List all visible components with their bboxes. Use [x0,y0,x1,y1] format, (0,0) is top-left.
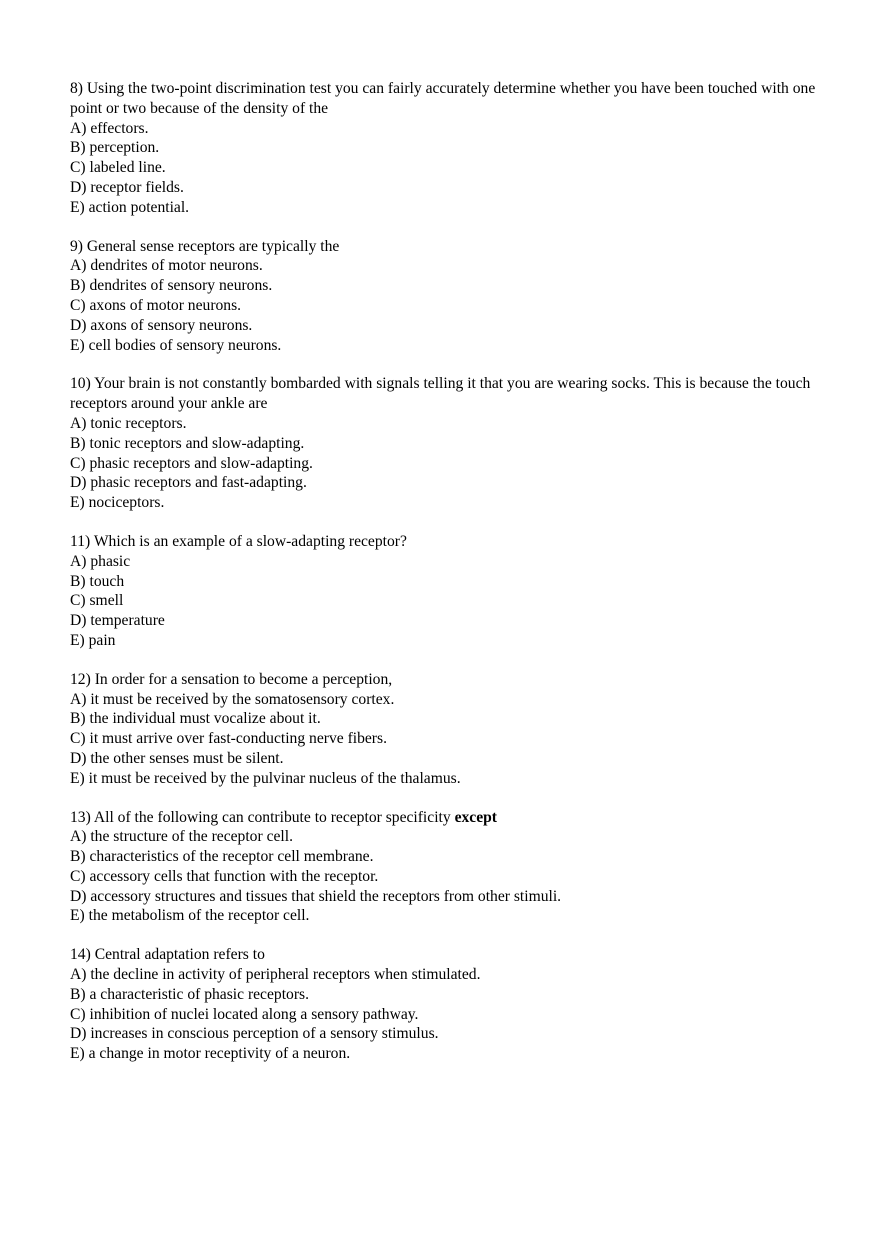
answer-option-b: B) touch [70,572,125,590]
question-14 [70,945,830,1064]
question-text: All of the following can contribute to receptor specificity [93,808,451,826]
answer-option-c: C) labeled line. [70,159,166,177]
answer-option-a: A) dendrites of motor neurons. [70,257,263,275]
answer-option-d: D) the other senses must be silent. [70,749,284,767]
answer-option-b: B) a characteristic of phasic receptors. [70,985,309,1003]
question-text: Which is an example of a slow-adapting receptor? [93,532,407,550]
question-stem [70,237,830,257]
answer-option-c: C) inhibition of nuclei located along a sensory pathway. [70,1005,419,1023]
answer-option-b: B) dendrites of sensory neurons. [70,277,273,295]
answer-option-e: E) a change in motor receptivity of a neuron. [70,1045,351,1063]
answer-option-e: E) action potential. [70,198,190,216]
question-number: 13) [70,808,91,826]
answer-option-c: C) axons of motor neurons. [70,296,242,314]
question-stem [70,945,830,965]
answer-option-b: B) perception. [70,139,160,157]
answer-option-e: E) the metabolism of the receptor cell. [70,907,310,925]
answer-option-b: B) the individual must vocalize about it. [70,710,321,728]
answer-option-d: D) increases in conscious perception of a sensory stimulus. [70,1025,439,1043]
question-text: In order for a sensation to become a perception, [94,670,393,688]
answer-option-a: A) tonic receptors. [70,414,187,432]
answer-option-d: D) axons of sensory neurons. [70,316,253,334]
answer-option-e: E) nociceptors. [70,494,165,512]
question-stem [70,374,830,414]
question-11 [70,532,830,651]
answer-option-e: E) it must be received by the pulvinar nucleus of the thalamus. [70,769,461,787]
question-text: General sense receptors are typically the [86,237,340,255]
answer-option-d: D) receptor fields. [70,178,184,196]
question-12 [70,670,830,789]
answer-option-a: A) effectors. [70,119,149,137]
answer-option-d: D) phasic receptors and fast-adapting. [70,474,307,492]
answer-option-e: E) cell bodies of sensory neurons. [70,336,282,354]
answer-option-a: A) phasic [70,552,131,570]
answer-option-c: C) accessory cells that function with the receptor. [70,867,379,885]
question-number: 9) [70,237,83,255]
answer-option-d: D) accessory structures and tissues that shield the receptors from other stimuli. [70,887,562,905]
question-number: 8) [70,80,83,97]
question-stem [70,79,830,119]
question-13 [70,808,830,927]
answer-option-c: C) phasic receptors and slow-adapting. [70,454,313,472]
answer-option-b: B) characteristics of the receptor cell membrane. [70,848,374,866]
answer-option-a: A) it must be received by the somatosensory cortex. [70,690,395,708]
answer-option-b: B) tonic receptors and slow-adapting. [70,434,305,452]
question-number: 10) [70,375,91,393]
answer-option-a: A) the decline in activity of peripheral receptors when stimulated. [70,966,481,984]
question-9 [70,237,830,356]
question-stem [70,670,830,690]
question-stem [70,532,830,552]
question-text: Using the two-point discrimination test you can fairly accurately determine whether you have been touched with one point or two because of the density of the [70,80,816,117]
answer-option-a: A) the structure of the receptor cell. [70,828,293,846]
answer-option-c: C) it must arrive over fast-conducting nerve fibers. [70,730,387,748]
question-10 [70,374,830,513]
question-text: Your brain is not constantly bombarded with signals telling it that you are wearing socks. This is because the touch receptors around your ankle are [70,375,811,413]
answer-option-c: C) smell [70,592,124,610]
question-text: Central adaptation refers to [94,946,265,964]
answer-option-e: E) pain [70,631,116,649]
answer-option-d: D) temperature [70,612,165,630]
question-emphasis: except [454,808,497,826]
question-number: 14) [70,946,91,964]
question-8 [70,79,830,218]
question-number: 12) [70,670,91,688]
exam-page [70,79,830,1083]
question-stem [70,808,830,828]
question-number: 11) [70,532,91,550]
